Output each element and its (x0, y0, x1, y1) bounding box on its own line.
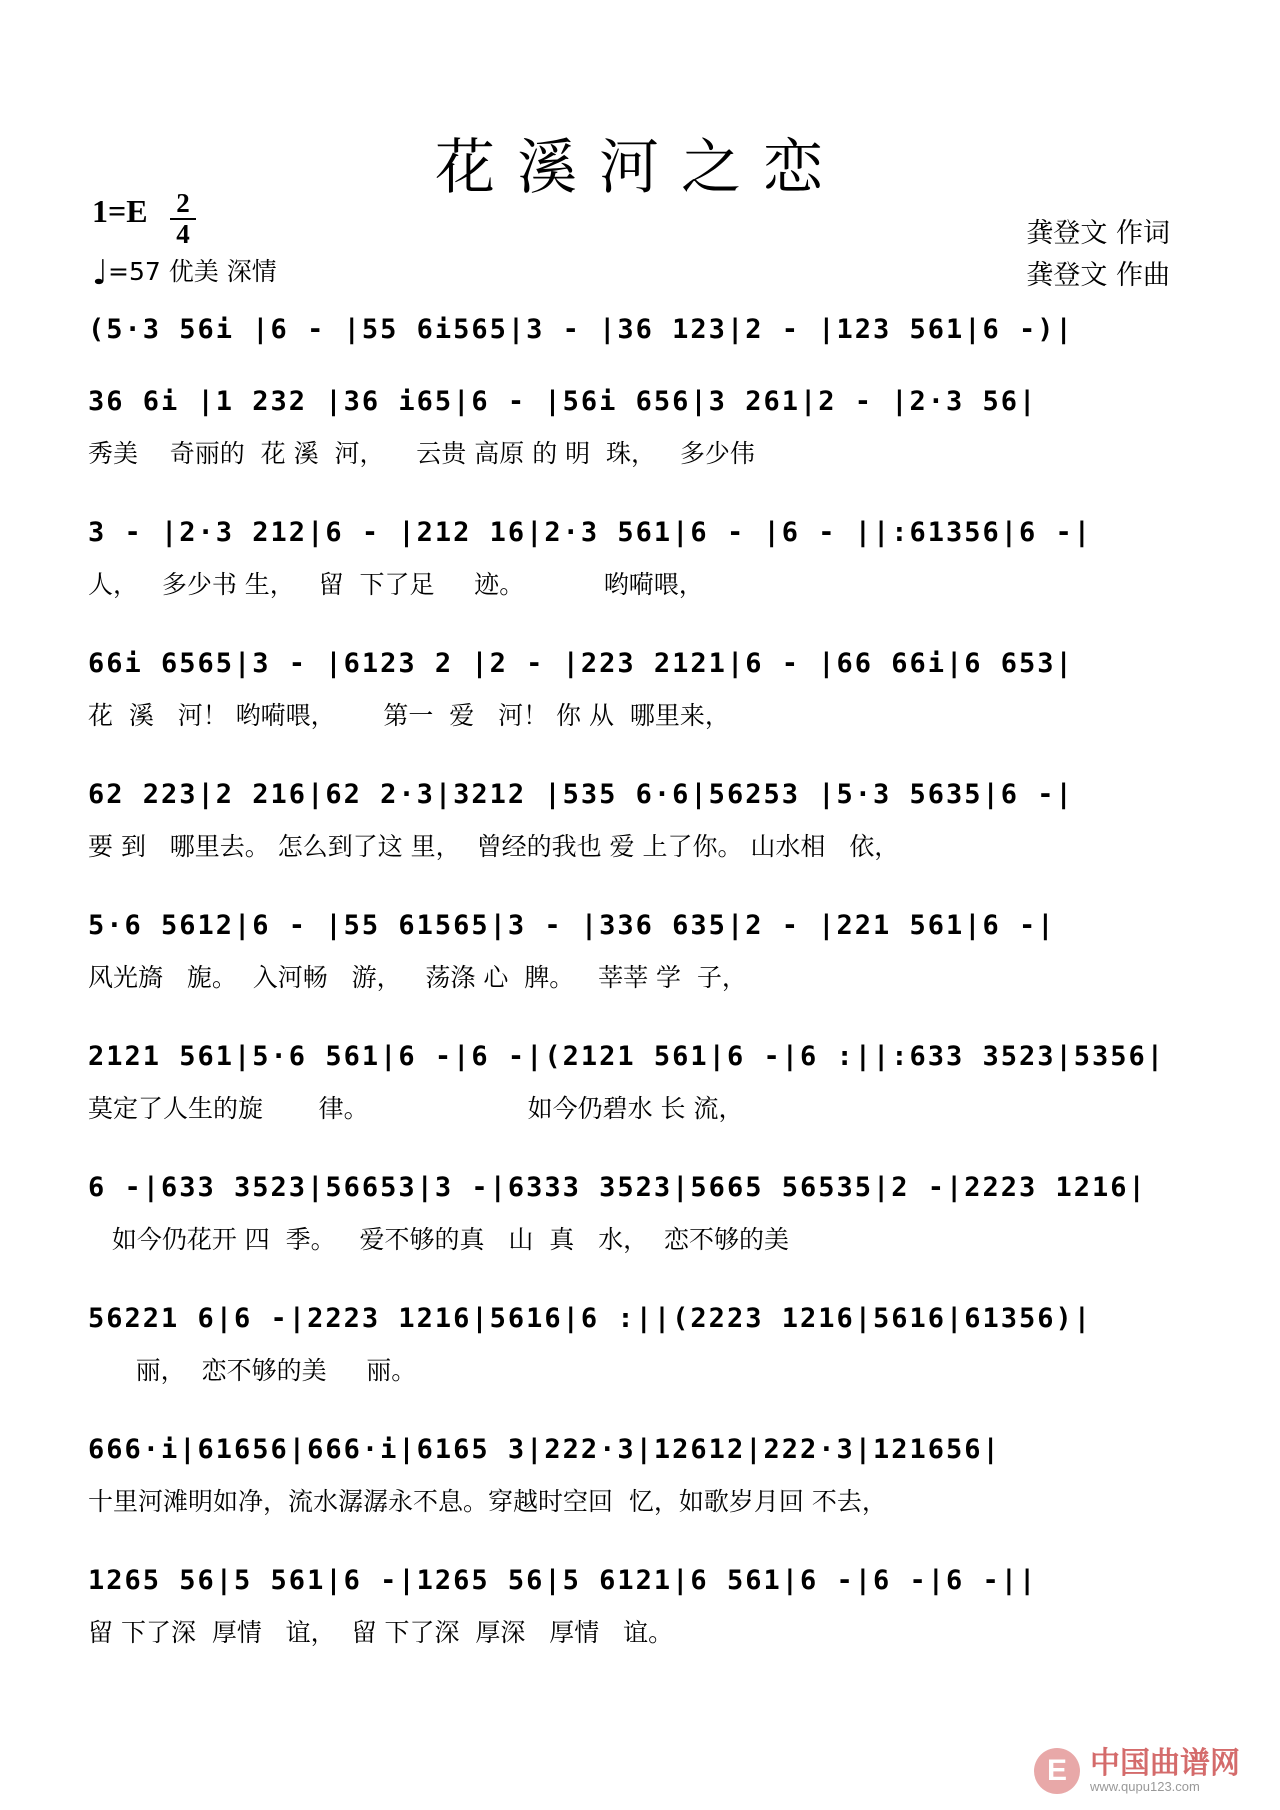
notation-line: (5·3 56i |6 - |55 6i565|3 - |36 123|2 - |123 561|6 -)| (88, 314, 1074, 345)
lyricist-credit: 龚登文 作词 (1026, 218, 1170, 249)
lyric-line: 要 到 哪里去。 怎么到了这 里， 曾经的我也 爱 上了你。 山水相 依， (88, 832, 900, 861)
notation-line: 2121 561|5·6 561|6 -|6 -|(2121 561|6 -|6 :||:633 3523|5356| (88, 1041, 1166, 1072)
notation-line: 3 - |2·3 212|6 - |212 16|2·3 561|6 - |6 - ||:61356|6 -| (88, 517, 1093, 548)
composer-credit: 龚登文 作曲 (1026, 260, 1170, 291)
lyric-line: 如今仍花开 四 季。 爱不够的真 山 真 水， 恋不够的美 (88, 1225, 789, 1254)
notation-line: 6 -|633 3523|56653|3 -|6333 3523|5665 56535|2 -|2223 1216| (88, 1172, 1147, 1203)
notation-line: 56221 6|6 -|2223 1216|5616|6 :||(2223 1216|5616|61356)| (88, 1303, 1093, 1334)
score-system (88, 372, 1190, 476)
song-title: 花溪河之恋 (435, 133, 845, 203)
score-system (88, 1027, 1190, 1131)
lyric-line: 十里河滩明如净，流水潺潺永不息。穿越时空回 忆，如歌岁月回 不去， (88, 1487, 887, 1516)
notation-line: 66i 6565|3 - |6123 2 |2 - |223 2121|6 - |66 66i|6 653| (88, 648, 1074, 679)
score-system (88, 503, 1190, 607)
tempo-marking (92, 252, 277, 293)
notation-line: 666·i|61656|666·i|6165 3|222·3|12612|222·3|121656| (88, 1434, 1001, 1465)
quarter-note-icon: ♩ (92, 253, 109, 293)
lyric-line: 莫定了人生的旋 律。 如今仍碧水 长 流， (88, 1094, 744, 1123)
time-signature-bottom: 4 (176, 219, 190, 249)
score-system (88, 1420, 1190, 1524)
key-signature: 1=E (92, 193, 148, 229)
tempo-expression: 优美 深情 (168, 257, 277, 286)
lyric-line: 花 溪 河！ 哟嗬喂， 第一 爱 河！ 你 从 哪里来， (88, 701, 730, 730)
site-url: www.qupu123.com (1090, 1778, 1200, 1794)
score-system (88, 634, 1190, 738)
lyric-line: 人， 多少书 生， 留 下了足 迹。 哟嗬喂， (88, 570, 704, 599)
time-signature-top: 2 (176, 188, 190, 218)
notation-line: 62 223|2 216|62 2·3|3212 |535 6·6|56253 |5·3 5635|6 -| (88, 779, 1074, 810)
score-system (88, 1551, 1190, 1655)
lyric-line: 风光旖 旎。 入河畅 游， 荡涤 心 脾。 莘莘 学 子， (88, 963, 747, 992)
notation-line: 5·6 5612|6 - |55 61565|3 - |336 635|2 - |221 561|6 -| (88, 910, 1056, 941)
lyric-line: 留 下了深 厚情 谊， 留 下了深 厚深 厚情 谊。 (88, 1618, 674, 1647)
score-system (88, 1289, 1190, 1393)
notation-line: 36 6i |1 232 |36 i65|6 - |56i 656|3 261|2 - |2·3 56| (88, 386, 1038, 417)
tempo-value: =57 (108, 257, 161, 286)
site-name: 中国曲谱网 (1090, 1745, 1240, 1781)
score-system (88, 765, 1190, 869)
score-system (88, 896, 1190, 1000)
site-logo-icon: E (1034, 1748, 1080, 1794)
lyric-line: 丽， 恋不够的美 丽。 (88, 1356, 417, 1385)
credits (1026, 213, 1170, 297)
site-watermark (1034, 1745, 1240, 1794)
score-system (88, 1158, 1190, 1262)
lyric-line: 秀美 奇丽的 花 溪 河， 云贵 高原 的 明 珠， 多少伟 (88, 439, 755, 468)
notation-line: 1265 56|5 561|6 -|1265 56|5 6121|6 561|6 -|6 -|6 -|| (88, 1565, 1038, 1596)
time-signature (170, 190, 196, 248)
